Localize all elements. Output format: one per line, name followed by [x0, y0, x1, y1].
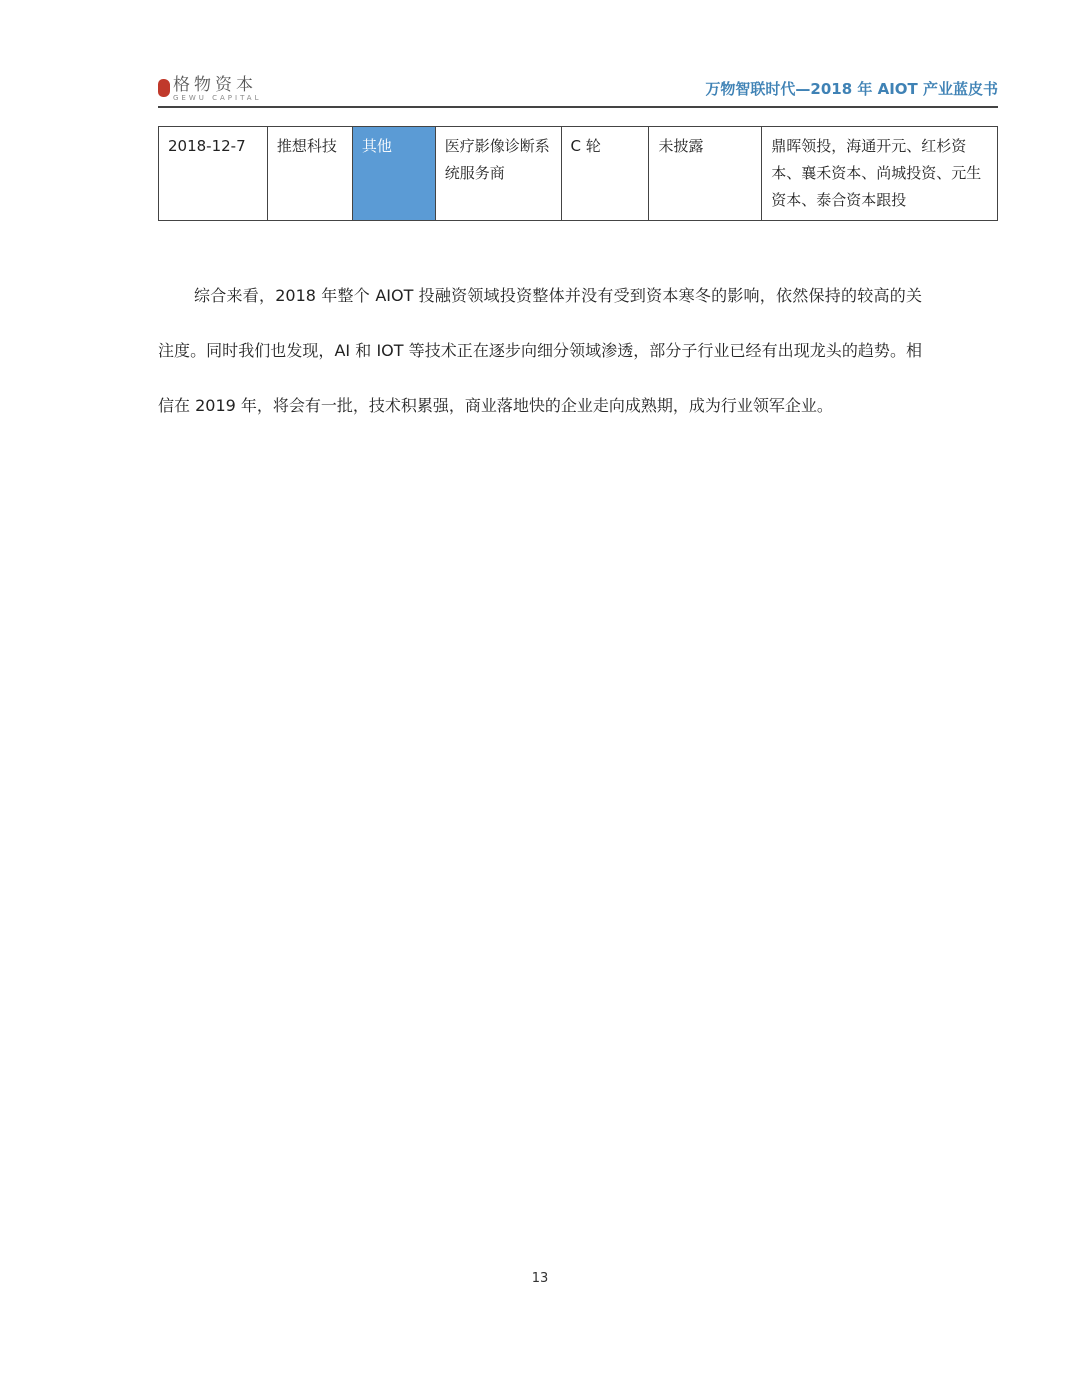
logo-chinese-name: 格物资本: [173, 75, 257, 95]
cell-investors: 鼎晖领投，海通开元、红杉资本、襄禾资本、尚城投资、元生资本、泰合资本跟投: [762, 127, 998, 221]
table-row: [159, 127, 998, 221]
cell-date: 2018-12-7: [159, 127, 268, 221]
cell-description: 医疗影像诊断系统服务商: [435, 127, 561, 221]
cell-round: C 轮: [561, 127, 649, 221]
page-number: 13: [531, 1271, 549, 1286]
funding-table: [158, 126, 998, 221]
logo-english-name: GEWU CAPITAL: [173, 94, 262, 102]
company-logo: [158, 76, 262, 104]
cell-category: 其他: [352, 127, 435, 221]
document-title: 万物智联时代—2018 年 AIOT 产业蓝皮书: [705, 80, 998, 98]
logo-seal-icon: [158, 79, 170, 97]
page-header: [158, 72, 998, 108]
cell-company: 推想科技: [267, 127, 352, 221]
cell-amount: 未披露: [649, 127, 762, 221]
summary-paragraph: 综合来看，2018 年整个 AIOT 投融资领域投资整体并没有受到资本寒冬的影响，依然保持的较高的关注度。同时我们也发现，AI 和 IOT 等技术正在逐步向细分领域渗透，部分子行业已经有出现龙头的趋势。相信在 2019 年，将会有一批，技术积累强，商业落地快的企业走向成熟期，成为行业领军企业。: [158, 286, 922, 415]
